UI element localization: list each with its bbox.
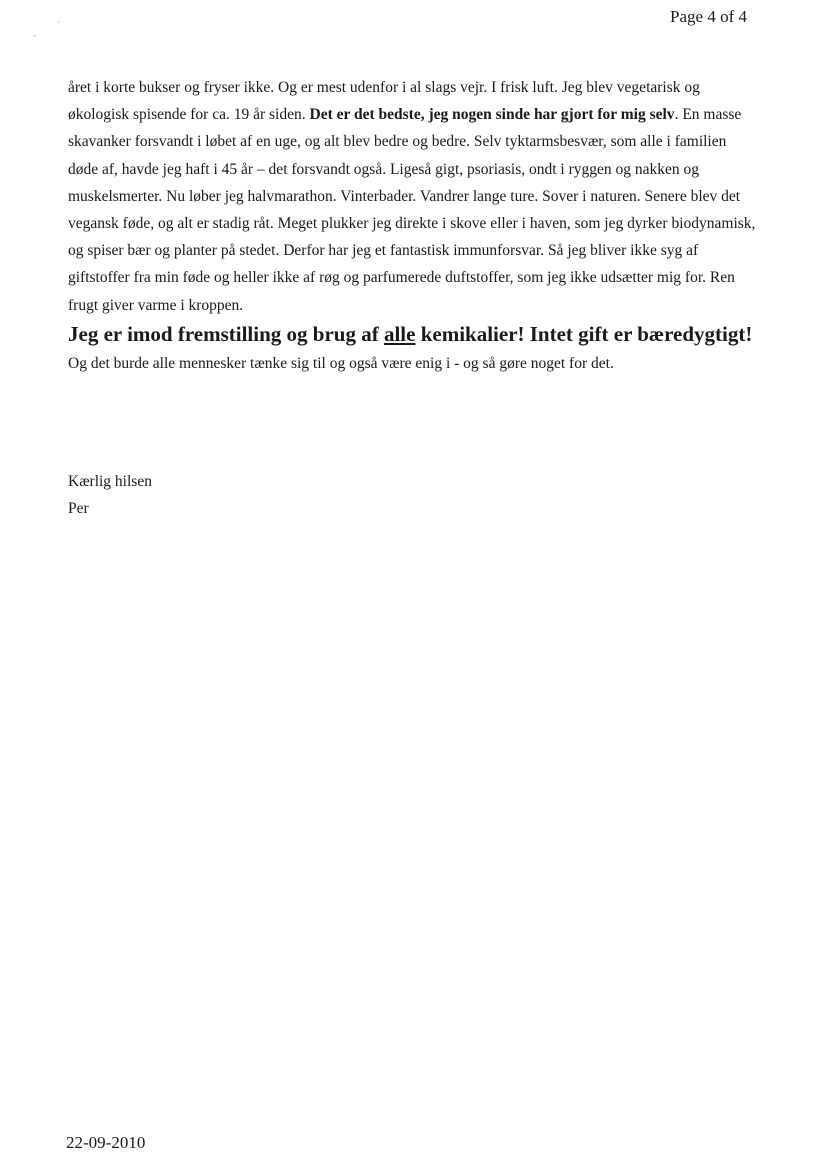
- closing-greeting: Kærlig hilsen: [68, 473, 152, 490]
- statement-part-2: kemikalier! Intet gift er bæredygtigt!: [415, 321, 753, 346]
- scan-artifact-dot: ·: [57, 17, 60, 27]
- statement-followup: Og det burde alle mennesker tænke sig til og også være enig i - og så gøre noget for det.: [68, 355, 614, 373]
- signature-name: Per: [68, 500, 89, 517]
- bold-emphasis: Det er det bedste, jeg nogen sinde har gjort for mig selv: [309, 106, 675, 124]
- page-header-label: Page 4 of 4: [670, 7, 747, 26]
- closing-block: [68, 468, 152, 522]
- body-paragraph: [68, 74, 758, 319]
- letter-body: [68, 74, 758, 377]
- paragraph-text-start: året i korte bukser og fryser ikke. Og er mest udenfor i al slags vejr. I frisk luft. Jeg blev vegetarisk og økologisk spisende for ca. 19 år siden.: [68, 79, 700, 124]
- scan-artifact-mark: -: [33, 30, 36, 40]
- statement-headline: [68, 322, 752, 346]
- statement-part-1: Jeg er imod fremstilling og brug af: [68, 321, 384, 346]
- statement-underlined-word: alle: [383, 321, 416, 346]
- statement-paragraph: [68, 319, 758, 377]
- paragraph-text-end: . En masse skavanker forsvandt i løbet af en uge, og alt blev bedre og bedre. Selv tyktarmsbesvær, som alle i familien døde af, havde jeg haft i 45 år – det forsvandt også. Ligeså gigt, psoriasis, ondt i ryggen og nakken og muskelsmerter. Nu løber jeg halvmarathon. Vinterbader. Vandrer lange ture. Sover i naturen. Senere blev det vegansk føde, og alt er stadig råt. Meget plukker jeg direkte i skove eller i haven, som jeg dyrker biodynamisk, og spiser bær og planter på stedet. Derfor har jeg et fantastisk immunforsvar. Så jeg bliver ikke syg af giftstoffer fra min føde og heller ikke af røg og parfumerede duftstoffer, som jeg ikke udsætter mig for. Ren frugt giver varme i kroppen.: [68, 106, 756, 314]
- footer-date: 22-09-2010: [66, 1133, 146, 1152]
